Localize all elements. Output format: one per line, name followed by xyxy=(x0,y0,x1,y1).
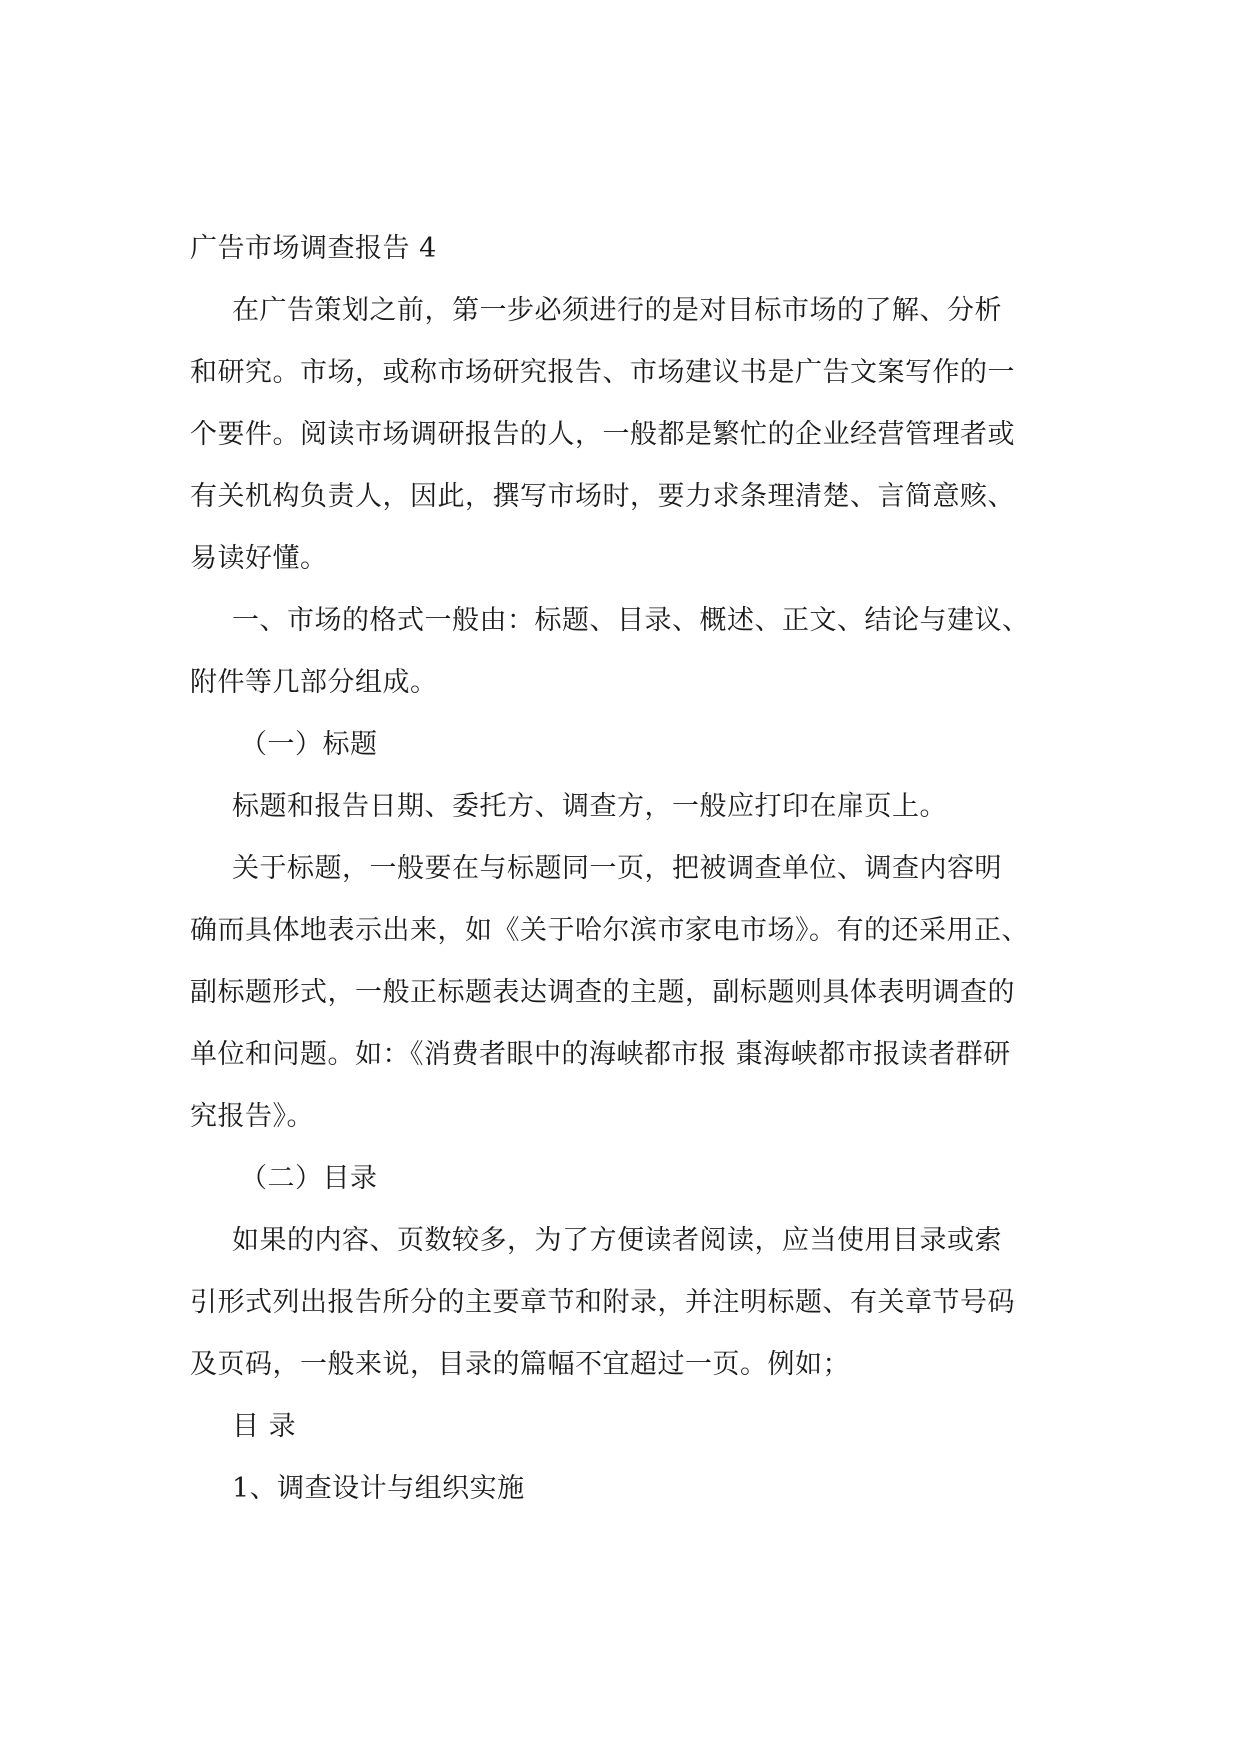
paragraph-line: 有关机构负责人，因此，撰写市场时，要力求条理清楚、言简意赅、 xyxy=(190,481,1015,512)
paragraph-line: 副标题形式，一般正标题表达调查的主题，副标题则具体表明调查的 xyxy=(190,977,1015,1008)
paragraph-line: 附件等几部分组成。 xyxy=(190,667,438,698)
paragraph-line: 易读好懂。 xyxy=(190,543,328,574)
paragraph-line: 在广告策划之前，第一步必须进行的是对目标市场的了解、分析 xyxy=(232,295,1002,326)
paragraph-line: 究报告》。 xyxy=(190,1101,314,1132)
paragraph-line: 确而具体地表示出来，如《关于哈尔滨市家电市场》。有的还采用正、 xyxy=(190,915,1029,946)
section-heading-line: 一、市场的格式一般由：标题、目录、概述、正文、结论与建议、 xyxy=(232,605,1030,636)
paragraph-line: 和研究。市场，或称市场研究报告、市场建议书是广告文案写作的一 xyxy=(190,357,1015,388)
subsection-heading: （二）目录 xyxy=(240,1163,378,1194)
toc-heading: 目 录 xyxy=(232,1411,297,1442)
subsection-heading: （一）标题 xyxy=(240,729,378,760)
paragraph-line: 及页码，一般来说，目录的篇幅不宜超过一页。例如； xyxy=(190,1349,850,1380)
document-title: 广告市场调查报告 4 xyxy=(190,233,437,264)
paragraph-line: 关于标题，一般要在与标题同一页，把被调查单位、调查内容明 xyxy=(232,853,1002,884)
toc-item: 1、调查设计与组织实施 xyxy=(232,1473,525,1504)
paragraph-line: 引形式列出报告所分的主要章节和附录，并注明标题、有关章节号码 xyxy=(190,1287,1015,1318)
paragraph-line: 个要件。阅读市场调研报告的人，一般都是繁忙的企业经营管理者或 xyxy=(190,419,1015,450)
paragraph-line: 如果的内容、页数较多，为了方便读者阅读，应当使用目录或索 xyxy=(232,1225,1002,1256)
paragraph-line: 单位和问题。如：《消费者眼中的海峡都市报 棗海峡都市报读者群研 xyxy=(190,1039,1011,1070)
paragraph-line: 标题和报告日期、委托方、调查方，一般应打印在扉页上。 xyxy=(232,791,947,822)
